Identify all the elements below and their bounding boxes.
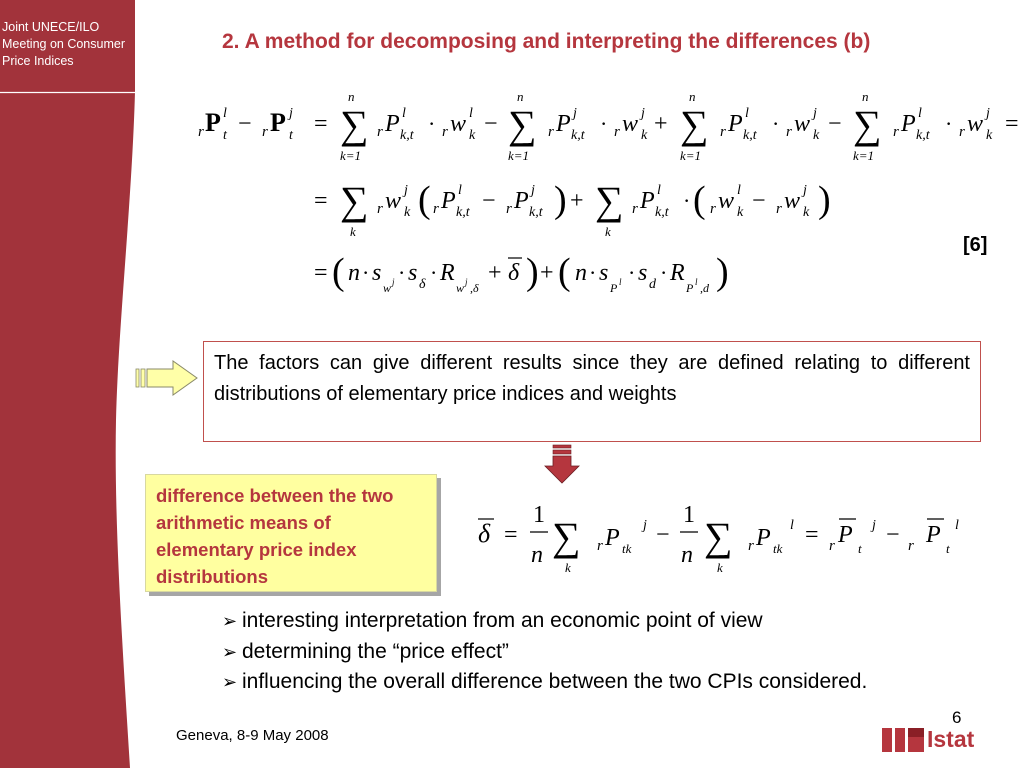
svg-text:+: + xyxy=(488,260,502,286)
svg-text:r: r xyxy=(262,124,268,140)
footer-location-date: Geneva, 8-9 May 2008 xyxy=(176,727,329,744)
svg-text:w: w xyxy=(718,188,735,214)
svg-text:r: r xyxy=(433,201,439,217)
svg-text:δ: δ xyxy=(508,260,520,286)
svg-text:∑: ∑ xyxy=(595,178,624,223)
svg-text:P: P xyxy=(926,522,941,548)
svg-text:j: j xyxy=(404,183,408,198)
svg-text:P: P xyxy=(205,108,221,137)
svg-text:·: · xyxy=(628,260,636,285)
svg-text:tk: tk xyxy=(773,541,783,556)
svg-text:l: l xyxy=(790,518,794,533)
svg-text:k,t: k,t xyxy=(571,128,585,143)
svg-text:r: r xyxy=(908,538,914,554)
svg-text:=: = xyxy=(805,522,819,548)
svg-text:,δ: ,δ xyxy=(470,281,479,295)
svg-text:n: n xyxy=(348,260,360,286)
svg-text:w: w xyxy=(383,281,392,295)
list-item: ➢ determining the “price effect” xyxy=(222,637,1022,668)
svg-text:l: l xyxy=(695,277,698,287)
svg-text:l: l xyxy=(955,518,959,533)
svg-text:+: + xyxy=(570,188,584,214)
svg-text:∑: ∑ xyxy=(680,102,709,147)
svg-text:r: r xyxy=(548,124,554,140)
svg-text:P: P xyxy=(610,281,618,295)
svg-text:+: + xyxy=(540,260,554,286)
svg-text:n: n xyxy=(531,542,543,568)
svg-text:−: − xyxy=(238,111,252,137)
svg-text:P: P xyxy=(556,111,571,137)
svg-text:r: r xyxy=(377,124,383,140)
svg-text:·: · xyxy=(430,260,438,285)
svg-text:r: r xyxy=(786,124,792,140)
svg-text:n: n xyxy=(348,89,355,104)
down-arrow-icon xyxy=(543,444,581,484)
svg-text:r: r xyxy=(377,201,383,217)
slide-title: 2. A method for decomposing and interpreting the differences (b) xyxy=(222,30,871,53)
svg-text:k: k xyxy=(803,205,810,220)
svg-text:(: ( xyxy=(693,179,706,221)
svg-text:n: n xyxy=(681,542,693,568)
svg-text:k: k xyxy=(986,128,993,143)
svg-text:r: r xyxy=(829,538,835,554)
svg-text:j: j xyxy=(573,106,577,121)
sidebar xyxy=(0,0,135,768)
svg-text:∑: ∑ xyxy=(704,514,733,559)
svg-text:n: n xyxy=(575,260,587,286)
svg-text:l: l xyxy=(619,277,622,287)
svg-text:1: 1 xyxy=(683,502,695,528)
svg-text:k: k xyxy=(350,224,356,239)
svg-text:w: w xyxy=(794,111,811,137)
svg-text:R: R xyxy=(670,260,685,286)
bullet-arrow-icon: ➢ xyxy=(222,672,238,692)
svg-text:P: P xyxy=(385,111,400,137)
svg-text:k: k xyxy=(565,560,571,575)
svg-text:n: n xyxy=(862,89,869,104)
svg-text:=: = xyxy=(314,188,328,214)
bullet-arrow-icon: ➢ xyxy=(222,611,238,631)
svg-text:w: w xyxy=(967,111,984,137)
svg-text:k,t: k,t xyxy=(743,128,757,143)
svg-text:k: k xyxy=(641,128,648,143)
svg-text:k,t: k,t xyxy=(456,205,470,220)
svg-text:−: − xyxy=(656,522,670,548)
svg-text:=: = xyxy=(314,111,328,137)
svg-text:s: s xyxy=(372,260,382,286)
svg-text:P: P xyxy=(686,281,694,295)
svg-text:k,t: k,t xyxy=(655,205,669,220)
svg-text:t: t xyxy=(289,128,293,143)
svg-text:P: P xyxy=(756,525,771,551)
bullet-arrow-icon: ➢ xyxy=(222,641,238,662)
mean-difference-formula xyxy=(472,492,972,582)
svg-text:k: k xyxy=(404,205,411,220)
list-item: ➢ interesting interpretation from an economic point of view xyxy=(222,606,1022,637)
svg-text:l: l xyxy=(657,183,661,198)
svg-text:r: r xyxy=(198,124,204,140)
svg-text:∑: ∑ xyxy=(340,178,369,223)
svg-text:−: − xyxy=(482,188,496,214)
svg-text:P: P xyxy=(441,188,456,214)
svg-text:P: P xyxy=(270,108,286,137)
svg-text:δ: δ xyxy=(478,519,491,548)
svg-text:P: P xyxy=(728,111,743,137)
svg-text:): ) xyxy=(716,251,729,293)
svg-text:k,t: k,t xyxy=(916,128,930,143)
callout-text: The factors can give different results since they are defined relating to different distributions of elementary price indices and weights xyxy=(214,352,970,405)
callout-box xyxy=(203,341,981,442)
svg-text:·: · xyxy=(398,260,406,285)
svg-text:δ: δ xyxy=(419,277,426,292)
equation-line-3 xyxy=(314,251,729,295)
svg-text:−: − xyxy=(484,111,498,137)
svg-text:j: j xyxy=(465,277,468,287)
svg-text:l: l xyxy=(458,183,462,198)
svg-text:): ) xyxy=(818,179,831,221)
svg-text:n: n xyxy=(517,89,524,104)
svg-text:+: + xyxy=(654,111,668,137)
svg-text:(: ( xyxy=(558,251,571,293)
svg-text:=: = xyxy=(504,522,518,548)
svg-text:P: P xyxy=(605,525,620,551)
svg-text:r: r xyxy=(506,201,512,217)
svg-text:n: n xyxy=(689,89,696,104)
svg-text:(: ( xyxy=(332,251,345,293)
svg-text:k: k xyxy=(737,205,744,220)
svg-text:k=1: k=1 xyxy=(340,148,362,163)
svg-text:r: r xyxy=(720,124,726,140)
svg-text:j: j xyxy=(643,518,647,533)
svg-text:r: r xyxy=(597,538,603,554)
svg-text:·: · xyxy=(362,260,370,285)
svg-text:s: s xyxy=(638,260,648,286)
svg-text:P: P xyxy=(901,111,916,137)
svg-text:P: P xyxy=(640,188,655,214)
svg-text:k=1: k=1 xyxy=(680,148,702,163)
bullet-list xyxy=(222,606,1022,698)
svg-text:d: d xyxy=(649,277,656,292)
svg-text:R: R xyxy=(440,260,455,286)
svg-text:j: j xyxy=(813,106,817,121)
svg-text:j: j xyxy=(872,518,876,533)
svg-text:l: l xyxy=(745,106,749,121)
svg-text:w: w xyxy=(784,188,801,214)
svg-text:,d: ,d xyxy=(700,281,709,295)
svg-text:r: r xyxy=(748,538,754,554)
svg-text:k=1: k=1 xyxy=(508,148,530,163)
svg-text:·: · xyxy=(428,111,436,136)
svg-text:(: ( xyxy=(418,179,431,221)
svg-text:k: k xyxy=(605,224,611,239)
svg-text:·: · xyxy=(772,111,780,136)
svg-text:tk: tk xyxy=(622,541,632,556)
svg-text:·: · xyxy=(683,188,691,213)
svg-text:−: − xyxy=(828,111,842,137)
svg-text:∑: ∑ xyxy=(552,514,581,559)
equation-line-1 xyxy=(198,89,1019,163)
svg-text:): ) xyxy=(554,179,567,221)
svg-text:∑: ∑ xyxy=(508,102,537,147)
svg-text:j: j xyxy=(531,183,535,198)
svg-text:r: r xyxy=(614,124,620,140)
list-item: ➢ influencing the overall difference between the two CPIs considered. xyxy=(222,667,1022,698)
page-number: 6 xyxy=(952,708,962,727)
svg-text:P: P xyxy=(514,188,529,214)
svg-text:r: r xyxy=(959,124,965,140)
svg-text:k=1: k=1 xyxy=(853,148,875,163)
svg-text:k,t: k,t xyxy=(529,205,543,220)
svg-text:t: t xyxy=(946,541,950,556)
svg-text:l: l xyxy=(737,183,741,198)
svg-text:k,t: k,t xyxy=(400,128,414,143)
svg-text:P: P xyxy=(838,522,853,548)
svg-text:r: r xyxy=(710,201,716,217)
svg-text:s: s xyxy=(599,260,609,286)
equation-line-2 xyxy=(314,178,831,239)
svg-text:−: − xyxy=(886,522,900,548)
istat-logo-text: Istat xyxy=(927,726,975,752)
svg-text:w: w xyxy=(456,281,465,295)
svg-text:r: r xyxy=(442,124,448,140)
svg-text:=: = xyxy=(314,260,328,286)
svg-text:t: t xyxy=(858,541,862,556)
svg-text:j: j xyxy=(641,106,645,121)
equation-number: [6] xyxy=(963,234,988,256)
svg-text:j: j xyxy=(986,106,990,121)
svg-text:r: r xyxy=(776,201,782,217)
svg-text:w: w xyxy=(450,111,467,137)
svg-text:l: l xyxy=(402,106,406,121)
svg-text:w: w xyxy=(622,111,639,137)
svg-text:·: · xyxy=(589,260,597,285)
decomposition-equation xyxy=(190,84,1024,304)
svg-text:k: k xyxy=(813,128,820,143)
svg-text:j: j xyxy=(803,183,807,198)
svg-text:l: l xyxy=(469,106,473,121)
svg-text:w: w xyxy=(385,188,402,214)
highlight-text: difference between the two arithmetic means of elementary price index distributions xyxy=(156,485,394,587)
right-arrow-icon xyxy=(133,358,201,398)
svg-text:·: · xyxy=(660,260,668,285)
svg-text:=: = xyxy=(1005,111,1019,137)
svg-text:k: k xyxy=(469,128,476,143)
svg-text:r: r xyxy=(893,124,899,140)
svg-text:t: t xyxy=(223,128,227,143)
svg-text:s: s xyxy=(408,260,418,286)
svg-text:): ) xyxy=(526,251,539,293)
svg-text:∑: ∑ xyxy=(853,102,882,147)
sidebar-title: Joint UNECE/ILO Meeting on Consumer Price Indices xyxy=(2,20,125,68)
svg-text:l: l xyxy=(918,106,922,121)
svg-text:r: r xyxy=(632,201,638,217)
svg-text:−: − xyxy=(752,188,766,214)
svg-text:k: k xyxy=(717,560,723,575)
svg-text:1: 1 xyxy=(533,502,545,528)
svg-text:l: l xyxy=(223,106,227,121)
svg-text:∑: ∑ xyxy=(340,102,369,147)
svg-text:·: · xyxy=(945,111,953,136)
svg-text:j: j xyxy=(289,106,293,121)
svg-text:·: · xyxy=(600,111,608,136)
svg-text:j: j xyxy=(392,277,395,287)
highlight-box xyxy=(145,474,437,592)
